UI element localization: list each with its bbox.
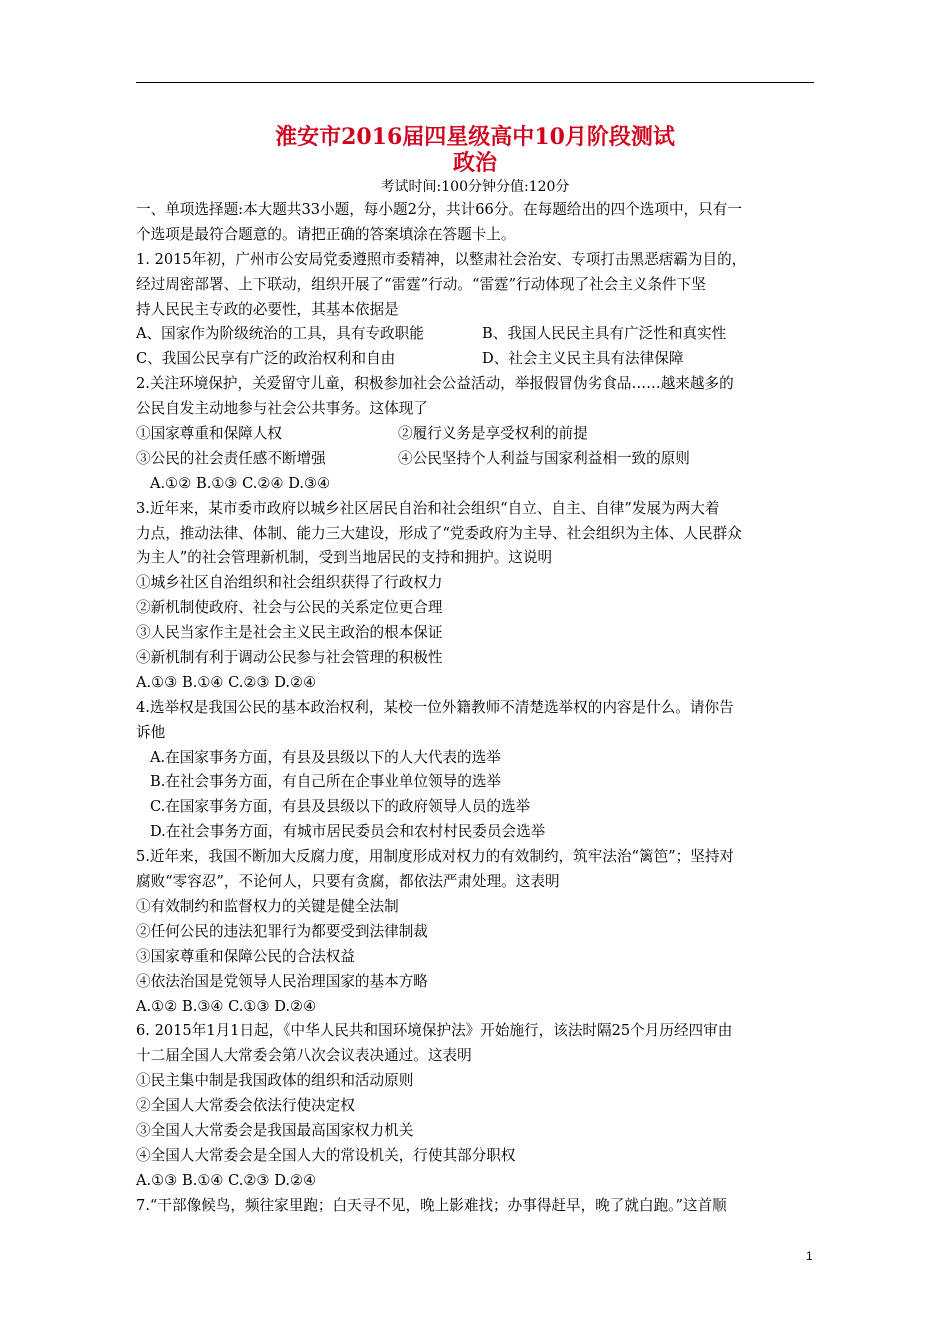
question-1-options-row: [136, 347, 816, 372]
option-a: A.在国家事务方面，有县及县级以下的人大代表的选举: [150, 748, 501, 766]
document-subtitle: 政治: [452, 150, 497, 176]
statement-1: ①城乡社区自治组织和社会组织获得了行政权力: [136, 574, 443, 592]
statement-3: ③人民当家作主是社会主义民主政治的根本保证: [136, 624, 443, 642]
statement-4: ④全国人大常委会是全国人大的常设机关，行使其部分职权: [136, 1146, 516, 1164]
question-body: [136, 198, 816, 1219]
question-1-options-row: [136, 322, 816, 347]
page-number: 1: [806, 1249, 813, 1263]
statement-3: ③公民的社会责任感不断增强: [136, 449, 326, 467]
question-1-stem: 1. 2015年初，广州市公安局党委遵照市委精神，以整肃社会治安、专项打击黑恶痞霸为目的，: [136, 250, 747, 268]
question-6-answers: A.①③ B.①④ C.②③ D.②④: [136, 1171, 317, 1189]
question-2-statements-row: [136, 422, 816, 447]
option-d: D.在社会事务方面，有城市居民委员会和农村村民委员会选举: [150, 823, 546, 841]
question-3-stem: 为主人”的社会管理新机制，受到当地居民的支持和拥护。这说明: [136, 549, 553, 567]
question-1-stem: 经过周密部署、上下联动，组织开展了“雷霆”行动。“雷霆”行动体现了社会主义条件下坚: [136, 275, 706, 293]
question-3-stem: 力点，推动法律、体制、能力三大建设，形成了“党委政府为主导、社会组织为主体、人民群众: [136, 524, 742, 542]
statement-1: ①国家尊重和保障人权: [136, 425, 282, 443]
document-title: 淮安市2016届四星级高中10月阶段测试: [275, 124, 675, 150]
question-2-stem: 2.关注环境保护，关爱留守儿童，积极参加社会公益活动，举报假冒伪劣食品……越来越多的: [136, 375, 734, 393]
question-5-stem: 腐败“零容忍”，不论何人，只要有贪腐，都依法严肃处理。这表明: [136, 873, 560, 891]
question-6-stem: 十二届全国人大常委会第八次会议表决通过。这表明: [136, 1047, 472, 1065]
header-rule: [136, 82, 814, 83]
statement-2: ②履行义务是享受权利的前提: [398, 425, 588, 443]
question-3-stem: 3.近年来，某市委市政府以城乡社区居民自治和社会组织“自立、自主、自律”发展为两大着: [136, 499, 720, 517]
option-a: A、国家作为阶级统治的工具，具有专政职能: [136, 325, 424, 343]
question-6-stem: 6. 2015年1月1日起，《中华人民共和国环境保护法》开始施行，该法时隔25个月历经四审由: [136, 1022, 733, 1040]
option-c: C、我国公民享有广泛的政治权利和自由: [136, 350, 396, 368]
statement-2: ②全国人大常委会依法行使决定权: [136, 1097, 355, 1115]
question-2-stem: 公民自发主动地参与社会公共事务。这体现了: [136, 400, 428, 418]
question-2-answers: A.①② B.①③ C.②④ D.③④: [150, 474, 331, 492]
option-c: C.在国家事务方面，有县及县级以下的政府领导人员的选举: [150, 798, 531, 816]
section-heading: 一、单项选择题:本大题共33小题，每小题2分，共计66分。在每题给出的四个选项中，只有一: [136, 201, 742, 218]
question-4-stem: 4.选举权是我国公民的基本政治权利，某校一位外籍教师不清楚选举权的内容是什么。请你告: [136, 698, 734, 716]
statement-3: ③国家尊重和保障公民的合法权益: [136, 947, 355, 965]
option-b: B、我国人民民主具有广泛性和真实性: [482, 325, 727, 343]
question-7-stem: 7.“干部像候鸟，频往家里跑；白天寻不见，晚上影难找；办事得赶早，晚了就白跑。”这首顺: [136, 1196, 727, 1214]
statement-3: ③全国人大常委会是我国最高国家权力机关: [136, 1121, 414, 1139]
statement-4: ④依法治国是党领导人民治理国家的基本方略: [136, 972, 428, 990]
question-5-stem: 5.近年来，我国不断加大反腐力度，用制度形成对权力的有效制约，筑牢法治“篱笆”；坚持对: [136, 848, 735, 866]
option-b: B.在社会事务方面，有自己所在企事业单位领导的选举: [150, 773, 502, 791]
exam-info: 考试时间:100分钟分值:120分: [380, 179, 570, 195]
statement-2: ②任何公民的违法犯罪行为都要受到法律制裁: [136, 922, 428, 940]
statement-2: ②新机制使政府、社会与公民的关系定位更合理: [136, 599, 443, 617]
section-heading-cont: 个选项是最符合题意的。请把正确的答案填涂在答题卡上。: [136, 225, 516, 243]
question-5-answers: A.①② B.③④ C.①③ D.②④: [136, 997, 317, 1015]
option-d: D、社会主义民主具有法律保障: [482, 350, 684, 368]
question-2-statements-row: [136, 447, 816, 472]
statement-4: ④新机制有利于调动公民参与社会管理的积极性: [136, 649, 443, 667]
question-1-stem: 持人民民主专政的必要性，其基本依据是: [136, 300, 399, 318]
statement-1: ①民主集中制是我国政体的组织和活动原则: [136, 1072, 414, 1090]
question-3-answers: A.①③ B.①④ C.②③ D.②④: [136, 673, 317, 691]
question-4-stem: 诉他: [136, 723, 166, 741]
statement-1: ①有效制约和监督权力的关键是健全法制: [136, 897, 399, 915]
statement-4: ④公民坚持个人利益与国家利益相一致的原则: [398, 449, 690, 467]
